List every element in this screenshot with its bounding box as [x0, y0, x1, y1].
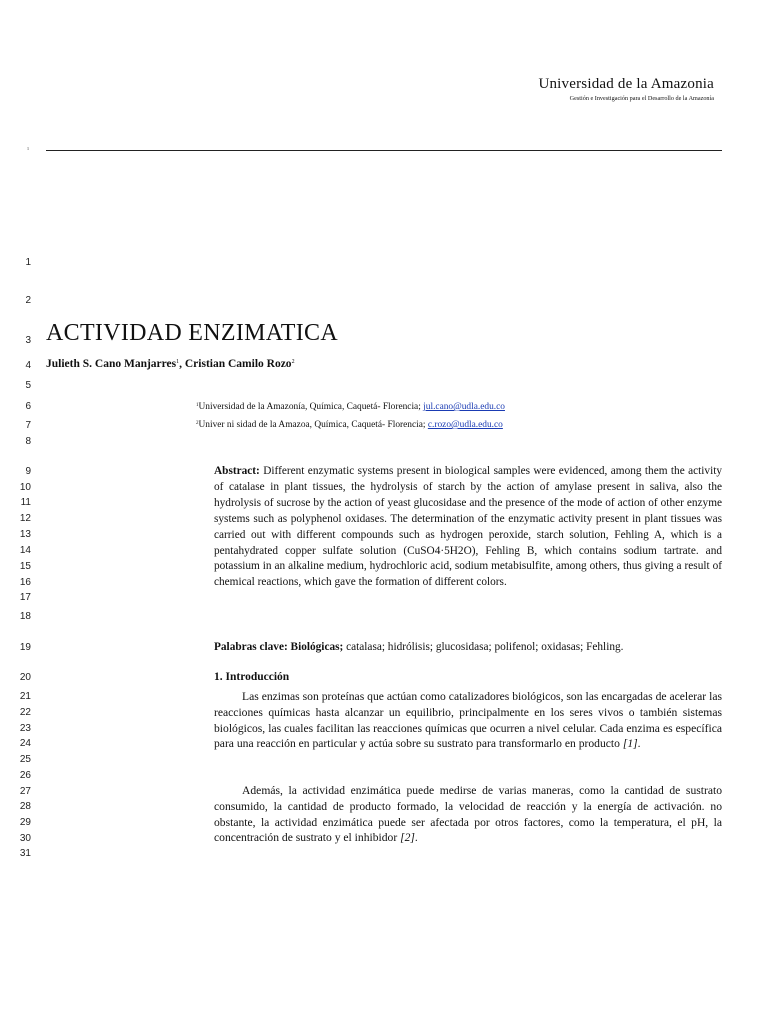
line-number: 11 [20, 497, 31, 508]
line-number: 23 [19, 723, 31, 734]
author-name: Julieth S. Cano Manjarres [46, 358, 177, 370]
affiliation-text: Univer ni sidad de la Amazoa, Química, Caquetá- Florencia; [198, 420, 428, 430]
university-tagline: Gestión e Investigación para el Desarrollo de la Amazonía [569, 95, 714, 102]
paragraph-text: Las enzimas son proteínas que actúan como catalizadores biológicos, son las encargadas de acelerar las reacciones químicas hasta alcanzar un equilibrio, principalmente en los seres vivos o también sistemas biológicos, las cuales facilitan las reacciones químicas que ocurren a nivel celular. Cada enzima es específica para una reacción en particular y actúa sobre su sustrato para transformarlo en producto [214, 690, 722, 751]
university-header: Universidad de la Amazonia [538, 76, 714, 92]
citation: [2] [400, 831, 415, 845]
line-number: 29 [19, 817, 31, 828]
line-number: 28 [19, 801, 31, 812]
line-number: 31 [19, 848, 31, 859]
abstract-label: Abstract: [214, 465, 260, 477]
paragraph-end: . [637, 737, 641, 751]
keywords-label: Palabras clave: Biológicas; [214, 641, 344, 653]
author-list [46, 358, 295, 370]
citation: [1] [622, 737, 638, 751]
line-number: 3 [25, 335, 31, 346]
affiliation-text: Universidad de la Amazonía, Química, Caquetá- Florencia; [198, 402, 424, 412]
paragraph-end: . [414, 831, 418, 845]
line-number: 5 [25, 380, 31, 391]
line-number: 20 [19, 672, 31, 683]
email-link[interactable]: c.rozo@udla.edu.co [427, 420, 503, 430]
line-number: 30 [19, 833, 31, 844]
line-number: 21 [19, 691, 31, 702]
line-number: 1 [25, 257, 31, 268]
line-number: 13 [19, 529, 31, 540]
line-number: 10 [19, 482, 31, 493]
line-number: 19 [19, 642, 31, 653]
line-number: 16 [19, 577, 31, 588]
line-number: 12 [19, 513, 31, 524]
email-link[interactable]: jul.cano@udla.edu.co [423, 402, 505, 412]
header-mark: 1 [27, 146, 29, 151]
abstract [214, 464, 722, 591]
affiliation-mark: 1 [196, 403, 199, 408]
section-heading: 1. Introducción [214, 671, 290, 683]
intro-paragraph-1 [214, 689, 722, 752]
line-number: 24 [19, 738, 31, 749]
paper-title: ACTIVIDAD ENZIMATICA [46, 320, 338, 346]
author-separator: , [179, 358, 185, 370]
line-number: 7 [25, 420, 31, 431]
line-number: 8 [25, 436, 31, 447]
line-number: 9 [25, 466, 31, 477]
affiliation-mark: 2 [291, 359, 295, 365]
affiliation-mark: 1 [176, 359, 180, 365]
line-number: 22 [19, 707, 31, 718]
intro-paragraph-2 [214, 783, 722, 846]
line-number: 27 [19, 786, 31, 797]
author-name: Cristian Camilo Rozo [184, 358, 292, 370]
line-number: 25 [19, 754, 31, 765]
line-number: 2 [25, 295, 31, 306]
header-divider [46, 150, 722, 151]
keywords [214, 641, 623, 653]
line-number: 26 [19, 770, 31, 781]
paragraph-text: Además, la actividad enzimática puede medirse de varias maneras, como la cantidad de sustrato consumido, la cantidad de producto formado, la velocidad de reacción y la energía de activación. no obstante, la actividad enzimática puede ser afectada por otros factores, como la temperatura, el pH, la concentración de sustrato y el inhibidor [214, 784, 722, 845]
line-number: 4 [25, 360, 31, 371]
line-number: 15 [19, 561, 31, 572]
line-number: 14 [19, 545, 31, 556]
affiliation-2 [196, 420, 503, 430]
abstract-text: Different enzymatic systems present in biological samples were evidenced, among them the activity of catalase in plant tissues, the hydrolysis of starch by the action of amylase present in saliva, also the hydrolysis of sucrose by the action of yeast glucosidase and the presence of the mode of action of other enzyme systems such as polyphenol oxidases. The determination of the enzymatic activity present in plant tissues was carried out with different compounds such as hydrogen peroxide, starch solution, Fehling A, which is a pentahydrated copper sulfate solution (CuSO4·5H2O), Fehling B, which contains sodium tartrate. and potassium in an alkaline medium, hydrochloric acid, sodium metabisulfite, among others, thus giving a result of chemical reactions, which gave the formation of different colors. [214, 465, 722, 589]
line-number: 17 [19, 592, 31, 603]
keywords-text: catalasa; hidrólisis; glucosidasa; polifenol; oxidasas; Fehling. [343, 641, 624, 653]
line-number: 6 [25, 401, 31, 412]
affiliation-mark: 2 [196, 421, 199, 426]
line-number: 18 [19, 611, 31, 622]
affiliation-1 [196, 402, 505, 412]
